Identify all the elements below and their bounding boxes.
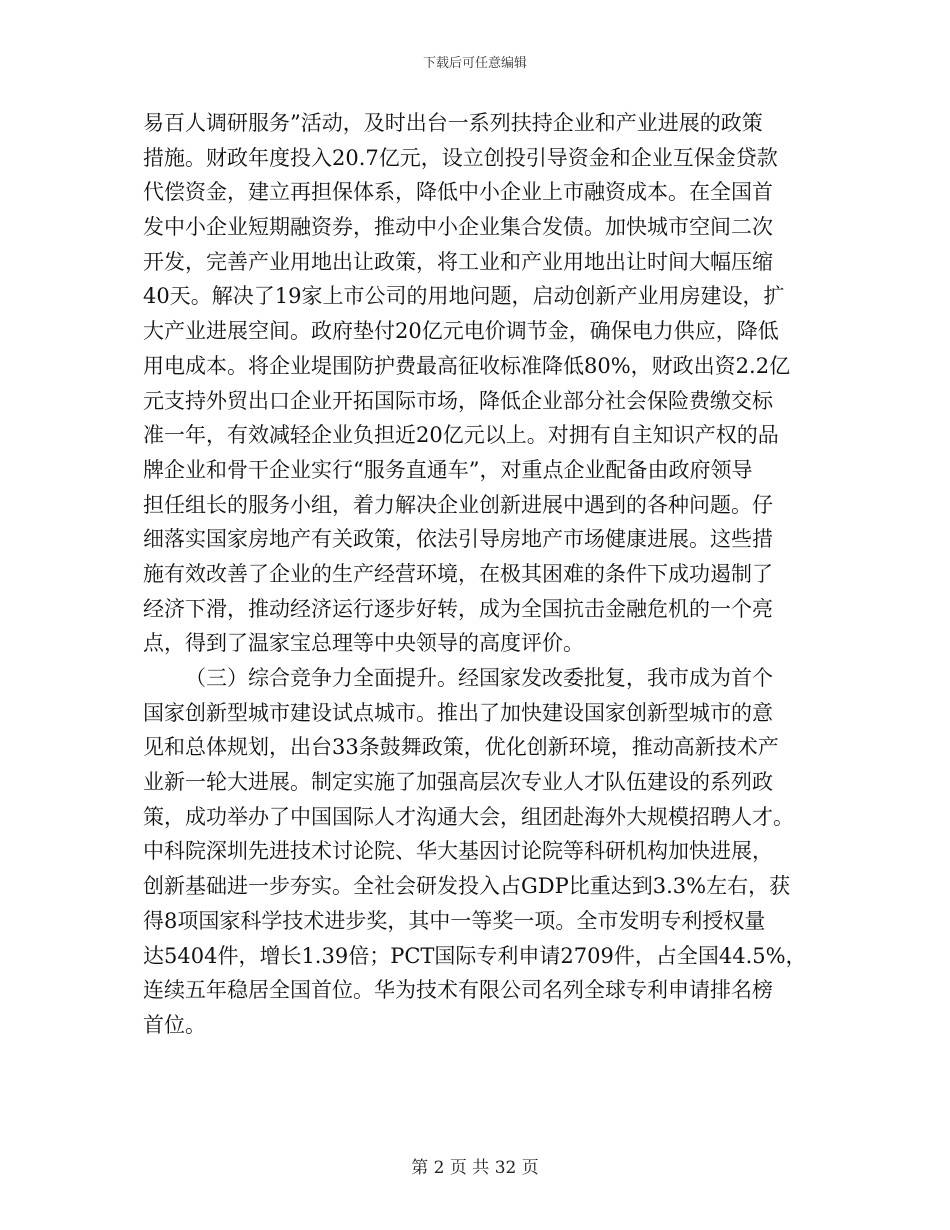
text-line: 创新基础进一步夯实。全社会研发投入占GDP比重达到3.3%左右，获 — [143, 874, 791, 899]
text-line: 策，成功举办了中国国际人才沟通大会，组团赴海外大规模招聘人才。 — [143, 804, 794, 829]
text-line: 得8项国家科学技术进步奖，其中一等奖一项。全市发明专利授权量 — [143, 908, 766, 933]
text-line: 担任组长的服务小组，着力解决企业创新进展中遇到的各种问题。仔 — [143, 492, 773, 517]
text-line: 业新一轮大进展。制定实施了加强高层次专业人才队伍建设的系列政 — [143, 770, 773, 795]
text-line: 见和总体规划，出台33条鼓舞政策，优化创新环境，推动高新技术产 — [143, 735, 779, 760]
page-footer — [0, 1153, 950, 1178]
text-line: 发中小企业短期融资券，推动中小企业集合发债。加快城市空间二次 — [143, 215, 773, 240]
document-body — [143, 106, 809, 1043]
text-line: 牌企业和骨干企业实行“服务直通车”，对重点企业配备由政府领导 — [143, 457, 753, 482]
text-line: 达5404件，增长1.39倍；PCT国际专利申请2709件，占全国44.5%， — [143, 943, 807, 968]
text-line: 代偿资金，建立再担保体系，降低中小企业上市融资成本。在全国首 — [143, 180, 773, 205]
text-line: 施有效改善了企业的生产经营环境，在极其困难的条件下成功遏制了 — [143, 561, 773, 586]
footer-middle: 页 共 — [449, 1158, 490, 1178]
current-page-number: 2 — [433, 1158, 445, 1178]
text-line: 用电成本。将企业堤围防护费最高征收标准降低80%，财政出资2.2亿 — [143, 353, 791, 378]
text-line: 元支持外贸出口企业开拓国际市场，降低企业部分社会保险费缴交标 — [143, 388, 773, 413]
text-line: 准一年，有效减轻企业负担近20亿元以上。对拥有自主知识产权的品 — [143, 423, 779, 448]
text-line: 中科院深圳先进技术讨论院、华大基因讨论院等科研机构加快进展， — [143, 839, 773, 864]
footer-suffix: 页 — [521, 1158, 539, 1178]
text-line: 首位。 — [143, 1012, 206, 1037]
text-line: 易百人调研服务”活动，及时出台一系列扶持企业和产业进展的政策 — [143, 111, 763, 135]
text-line: 点，得到了温家宝总理等中央领导的高度评价。 — [143, 631, 584, 656]
text-line: 40天。解决了19家上市公司的用地问题，启动创新产业用房建设，扩 — [143, 284, 785, 309]
text-line: 开发，完善产业用地出让政策，将工业和产业用地出让时间大幅压缩 — [143, 249, 773, 274]
text-line: 经济下滑，推动经济运行逐步好转，成为全国抗击金融危机的一个亮 — [143, 596, 773, 621]
text-line: 大产业进展空间。政府垫付20亿元电价调节金，确保电力供应，降低 — [143, 319, 779, 344]
paragraph-heading-line: （三）综合竞争力全面提升。经国家发改委批复，我市成为首个 — [185, 666, 773, 690]
total-page-count: 32 — [494, 1158, 517, 1178]
text-line: 国家创新型城市建设试点城市。推出了加快建设国家创新型城市的意 — [143, 700, 773, 725]
text-line: 措施。财政年度投入20.7亿元，设立创投引导资金和企业互保金贷款 — [143, 145, 778, 170]
page-header: 下载后可任意编辑 — [422, 56, 527, 71]
footer-prefix: 第 — [411, 1158, 429, 1178]
text-line: 细落实国家房地产有关政策，依法引导房地产市场健康进展。这些措 — [143, 527, 773, 552]
text-line: 连续五年稳居全国首位。华为技术有限公司名列全球专利申请排名榜 — [143, 978, 773, 1003]
